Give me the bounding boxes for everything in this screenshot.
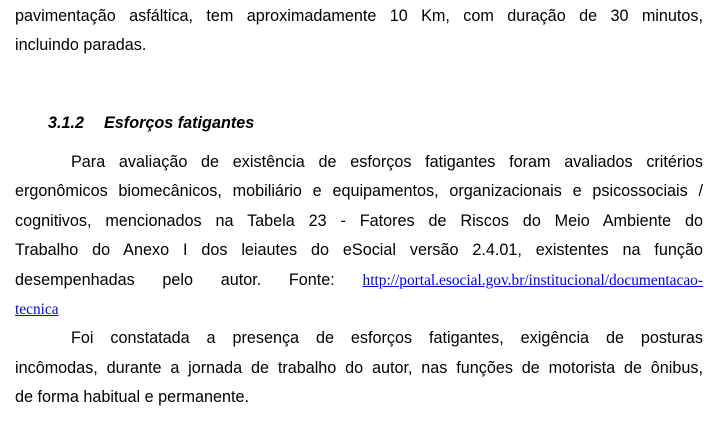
para1-line-4: Trabalho do Anexo I dos leiautes do eSocial versão 2.4.01, existentes na função — [15, 241, 703, 259]
para1-line-1 — [15, 148, 703, 177]
para1-line-3: cognitivos, mencionados na Tabela 23 - Fatores de Riscos do Meio Ambiente do — [15, 212, 703, 230]
para2-line-1-text: Foi constatada a presença de esforços fatigantes, exigência de posturas — [71, 329, 703, 347]
para2-line-1 — [15, 324, 703, 353]
para2-line-3: de forma habitual e permanente. — [15, 388, 249, 406]
source-link-continued[interactable]: tecnica — [15, 301, 59, 318]
para2-line-2: incômodas, durante a jornada de trabalho do autor, nas funções de motorista de ônibus, — [15, 359, 703, 377]
section-heading — [48, 108, 254, 138]
source-link[interactable]: http://portal.esocial.gov.br/institucional/documentacao- — [362, 272, 703, 289]
para1-line-2: ergonômicos biomecânicos, mobiliário e equipamentos, organizacionais e psicossociais / — [15, 182, 703, 200]
para1-line-6 — [15, 295, 703, 324]
para1-line-5-text: desempenhadas pelo autor. Fonte: — [15, 271, 335, 289]
para1-line-5 — [15, 266, 703, 295]
intro-line-1: pavimentação asfáltica, tem aproximadamente 10 Km, com duração de 30 minutos, — [15, 7, 703, 25]
section-title: Esforços fatigantes — [104, 114, 255, 132]
section-number: 3.1.2 — [48, 114, 85, 132]
para1-line-1-text: Para avaliação de existência de esforços fatigantes foram avaliados critérios — [71, 153, 703, 171]
intro-line-2: incluindo paradas. — [15, 36, 147, 54]
